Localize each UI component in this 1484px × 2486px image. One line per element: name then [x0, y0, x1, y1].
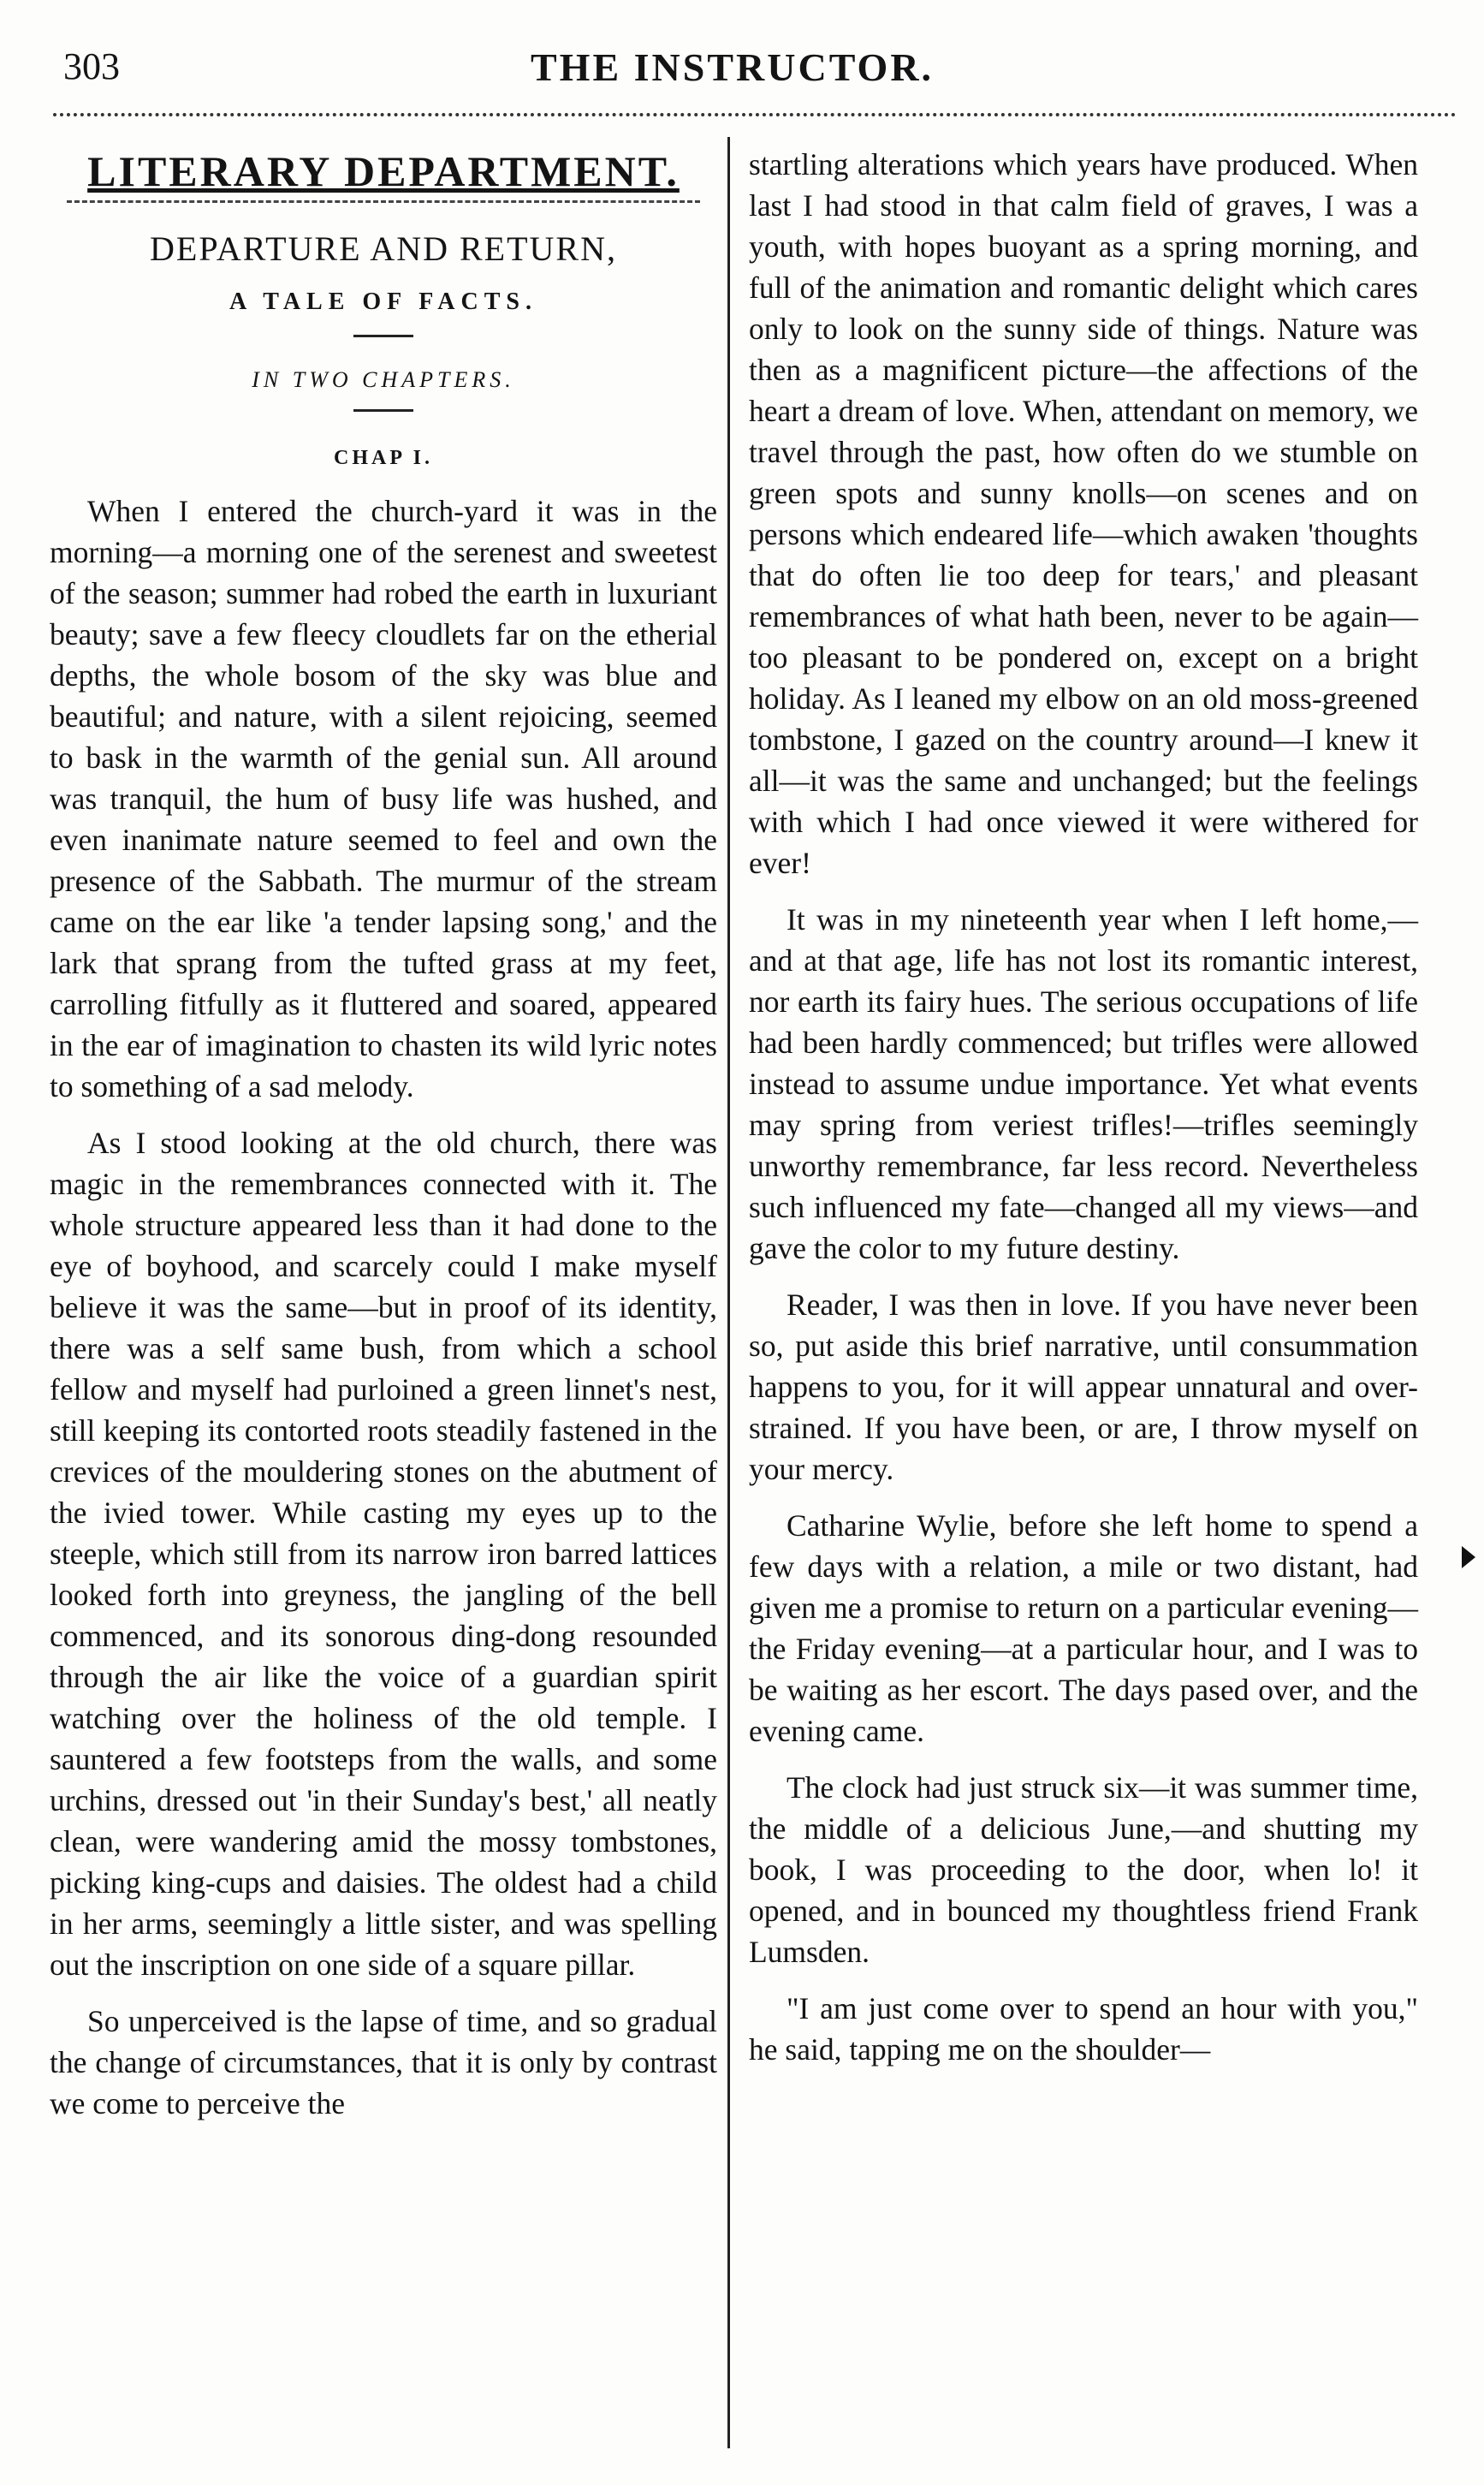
paragraph: So unperceived is the lapse of time, and so gradual the change of circumstances, that it is only by contrast we come to perceive the — [50, 2004, 717, 2120]
paragraph: When I entered the church-yard it was in the morning—a morning one of the serenest and sweetest of the season; summer had robed the earth in luxuriant beauty; save a few fleecy cloudlets far on the etherial depths, the whole bosom of the sky was blue and beautiful; and nature, with a silent rejoicing, seemed to bask in the warmth of the genial sun. All around was tranquil, the hum of busy life was hushed, and even inanimate nature seemed to feel and own the presence of the Sabbath. The murmur of the stream came on the ear like 'a tender lapsing song,' and the lark that sprang from the tufted grass at my feet, carrolling fitfully as it fluttered and soared, appeared in the ear of imagination to chasten its wild lyric notes to something of a sad melody. — [50, 494, 717, 1103]
running-head — [51, 45, 1421, 96]
paragraph: The clock had just struck six—it was summer time, the middle of a delicious June,—and shutting my book, I was proceeding to the door, when lo! it opened, and in bounced my thoughtless friend Frank Lumsden. — [749, 1770, 1418, 1969]
paragraph-continued: startling alterations which years have produced. When last I had stood in that calm field of graves, I was a youth, with hopes buoyant as a spring morning, and full of the animation and romantic delight which cares only to look on the sunny side of things. Nature was then as a magnificent picture—the affections of the heart a dream of love. When, attendant on memory, we travel through the past, how often do we stumble on green spots and sunny knolls—on scenes and on persons which endeared life—which awaken 'thoughts that do often lie too deep for tears,' and pleasant remembrances of what hath been, never to be again—too pleasant to be pondered on, except on a bright holiday. As I leaned my elbow on an old moss-greened tombstone, I gazed on the country around—I knew it all—it was the same and unchanged; but the feelings with which I had once viewed it were withered for ever! — [749, 147, 1418, 880]
story-title: DEPARTURE AND RETURN, — [150, 229, 617, 268]
paragraph: As I stood looking at the old church, there was magic in the remembrances connected with it. The whole structure appeared less than it had done to the eye of boyhood, and scarcely could I make myself believe it was the same—but in proof of its identity, there was a self same bush, from which a school fellow and myself had purloined a green linnet's nest, still keeping its contorted roots steadily fastened in the crevices of the mouldering stones on the abutment of the ivied tower. While casting my eyes up to the steeple, which still from its narrow iron barred lattices looked forth into greyness, the jangling of the bell commenced, and its sonorous ding-dong resounded through the air like the voice of a guardian spirit watching over the holiness of the old temple. I sauntered a few footsteps from the walls, and some urchins, dressed out 'in their Sunday's best,' all neatly clean, were wandering amid the mossy tombstones, picking king-cups and daisies. The oldest had a child in her arms, seemingly a little sister, and was spelling out the inscription on one side of a square pillar. — [50, 1126, 717, 1982]
header-rule — [53, 113, 1457, 116]
margin-arrow-icon — [1462, 1546, 1475, 1568]
left-column — [50, 144, 717, 2139]
journal-title: THE INSTRUCTOR. — [531, 45, 935, 89]
title-rule — [353, 335, 413, 337]
right-column — [749, 144, 1418, 2085]
column-divider — [727, 137, 730, 2448]
paragraph: It was in my nineteenth year when I left home,—and at that age, life has not lost its romantic interest, nor earth its fairy hues. The serious occupations of life had been hardly commenced; but trifles were allowed instead to assume undue importance. Yet what events may spring from veriest trifles!—trifles seemingly unworthy remembrance, far less record. Nevertheless such influenced my fate—changed all my views—and gave the color to my future destiny. — [749, 902, 1418, 1265]
department-heading: LITERARY DEPARTMENT. — [87, 147, 680, 195]
chapter-label: CHAP I. — [333, 447, 433, 469]
page-number: 303 — [63, 45, 120, 87]
chapters-rule — [353, 409, 413, 412]
paragraph: Reader, I was then in love. If you have never been so, put aside this brief narrative, until consummation happens to you, for it will appear unnatural and over-strained. If you have been, or are, I throw myself on your mercy. — [749, 1288, 1418, 1486]
paragraph: "I am just come over to spend an hour with you," he said, tapping me on the shoulder— — [749, 1991, 1418, 2067]
paragraph: Catharine Wylie, before she left home to spend a few days with a relation, a mile or two distant, had given me a promise to return on a particular evening—the Friday evening—at a particular hour, and I was to be waiting as her escort. The days pased over, and the evening came. — [749, 1508, 1418, 1748]
chapters-note: IN TWO CHAPTERS. — [252, 367, 515, 392]
story-subtitle: A TALE OF FACTS. — [229, 288, 537, 315]
department-rule — [67, 200, 700, 203]
